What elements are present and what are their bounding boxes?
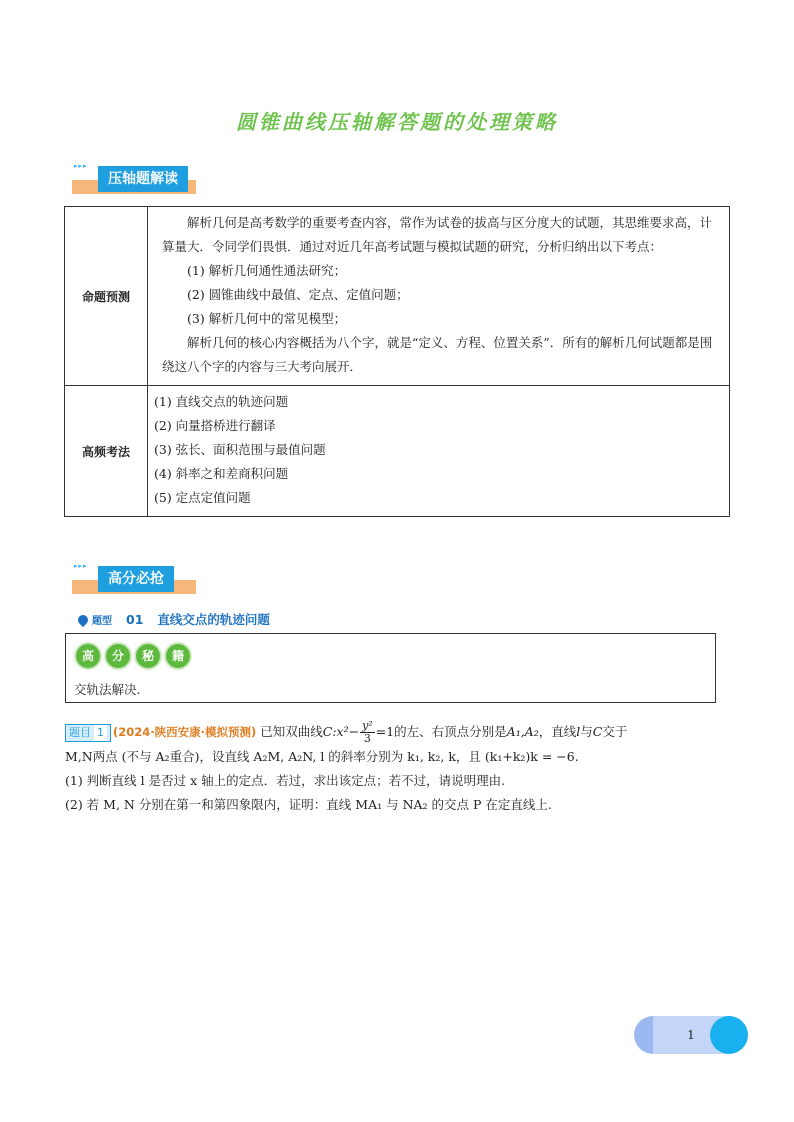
table-row	[65, 207, 730, 386]
tip-badges	[74, 642, 194, 670]
tip-box	[65, 633, 716, 703]
problem-source: (2024·陕西安康·模拟预测)	[113, 725, 257, 739]
text: 与	[580, 724, 593, 739]
text: 交于	[602, 724, 628, 739]
page-number: 1	[687, 1028, 695, 1042]
type-name: 直线交点的轨迹问题	[157, 612, 270, 627]
fraction-numerator: y²	[362, 719, 373, 732]
paragraph: 解析几何是高考数学的重要考查内容，常作为试卷的拔高与区分度大的试题，其思维要求高，计算量大．令同学们畏惧．通过对近几年高考试题与模拟试题的研究，分析归纳出以下考点：	[162, 215, 713, 254]
list-item: (2) 向量搭桥进行翻译	[154, 418, 276, 433]
math-expr: A₁,A₂	[506, 724, 539, 739]
badge-circle-right	[710, 1016, 748, 1054]
table-row	[65, 386, 730, 517]
page-title: 圆锥曲线压轴解答题的处理策略	[236, 110, 558, 134]
section-title: 压轴题解读	[98, 166, 188, 192]
math-expr: =1	[375, 724, 395, 739]
type-number: 01	[126, 612, 144, 627]
math-var: l	[576, 724, 581, 739]
section-title: 高分必抢	[98, 566, 174, 592]
badge: 秘	[134, 642, 162, 670]
badge: 分	[104, 642, 132, 670]
fraction-denominator: 3	[363, 732, 371, 745]
arrow-decoration-icon: ▸▸▸	[74, 562, 88, 570]
type-tag: 题型	[92, 616, 112, 627]
location-pin-icon	[76, 613, 90, 627]
list-item: (3) 弦长、面积范围与最值问题	[154, 442, 326, 457]
list-item: (5) 定点定值问题	[154, 490, 251, 505]
problem-block	[65, 720, 735, 817]
badge: 籍	[164, 642, 192, 670]
paragraph: 解析几何的核心内容概括为八个字，就是“定义、方程、位置关系”．所有的解析几何试题都是围绕这八个字的内容与三大考向展开．	[162, 335, 713, 374]
list-item: (2) 圆锥曲线中最值、定点、定值问题；	[187, 287, 409, 302]
list-item: (4) 斜率之和差商积问题	[154, 466, 289, 481]
text: 已知双曲线	[260, 724, 323, 739]
info-table	[64, 206, 730, 517]
question-part-2: (2) 若 M, N 分别在第一和第四象限内，证明：直线 MA₁ 与 NA₂ 的交点 P 在定直线上.	[65, 797, 552, 812]
row-content-frequent	[148, 386, 730, 517]
row-label-prediction: 命题预测	[65, 207, 148, 386]
row-content-prediction	[148, 207, 730, 386]
badge: 高	[74, 642, 102, 670]
question-type-line	[78, 610, 270, 628]
problem-statement	[65, 720, 735, 745]
text: 的左、右顶点分别是	[394, 724, 507, 739]
question-tag-label: 题目	[69, 726, 91, 739]
tip-text: 交轨法解决.	[74, 682, 141, 697]
math-var: C	[592, 724, 603, 739]
question-tag	[65, 724, 111, 742]
page-number-badge	[634, 1016, 748, 1054]
problem-condition: M,N两点 (不与 A₂重合)，设直线 A₂M, A₂N, l 的斜率分别为 k₁, k₂, k，且 (k₁+k₂)k = −6.	[65, 749, 579, 764]
section-header-interpretation	[72, 162, 212, 198]
math-expr: :x²−	[332, 724, 360, 739]
row-label-frequent: 高频考法	[65, 386, 148, 517]
list-item: (3) 解析几何中的常见模型；	[187, 311, 347, 326]
question-number: 1	[94, 725, 107, 741]
list-item: (1) 直线交点的轨迹问题	[154, 394, 289, 409]
text: ，直线	[538, 724, 577, 739]
math-var: C	[322, 724, 333, 739]
list-item: (1) 解析几何通性通法研究；	[187, 263, 347, 278]
arrow-decoration-icon: ▸▸▸	[74, 162, 88, 170]
section-header-high-score	[72, 562, 212, 598]
fraction	[360, 720, 375, 745]
question-part-1: (1) 判断直线 l 是否过 x 轴上的定点．若过，求出该定点；若不过，请说明理由.	[65, 773, 506, 788]
